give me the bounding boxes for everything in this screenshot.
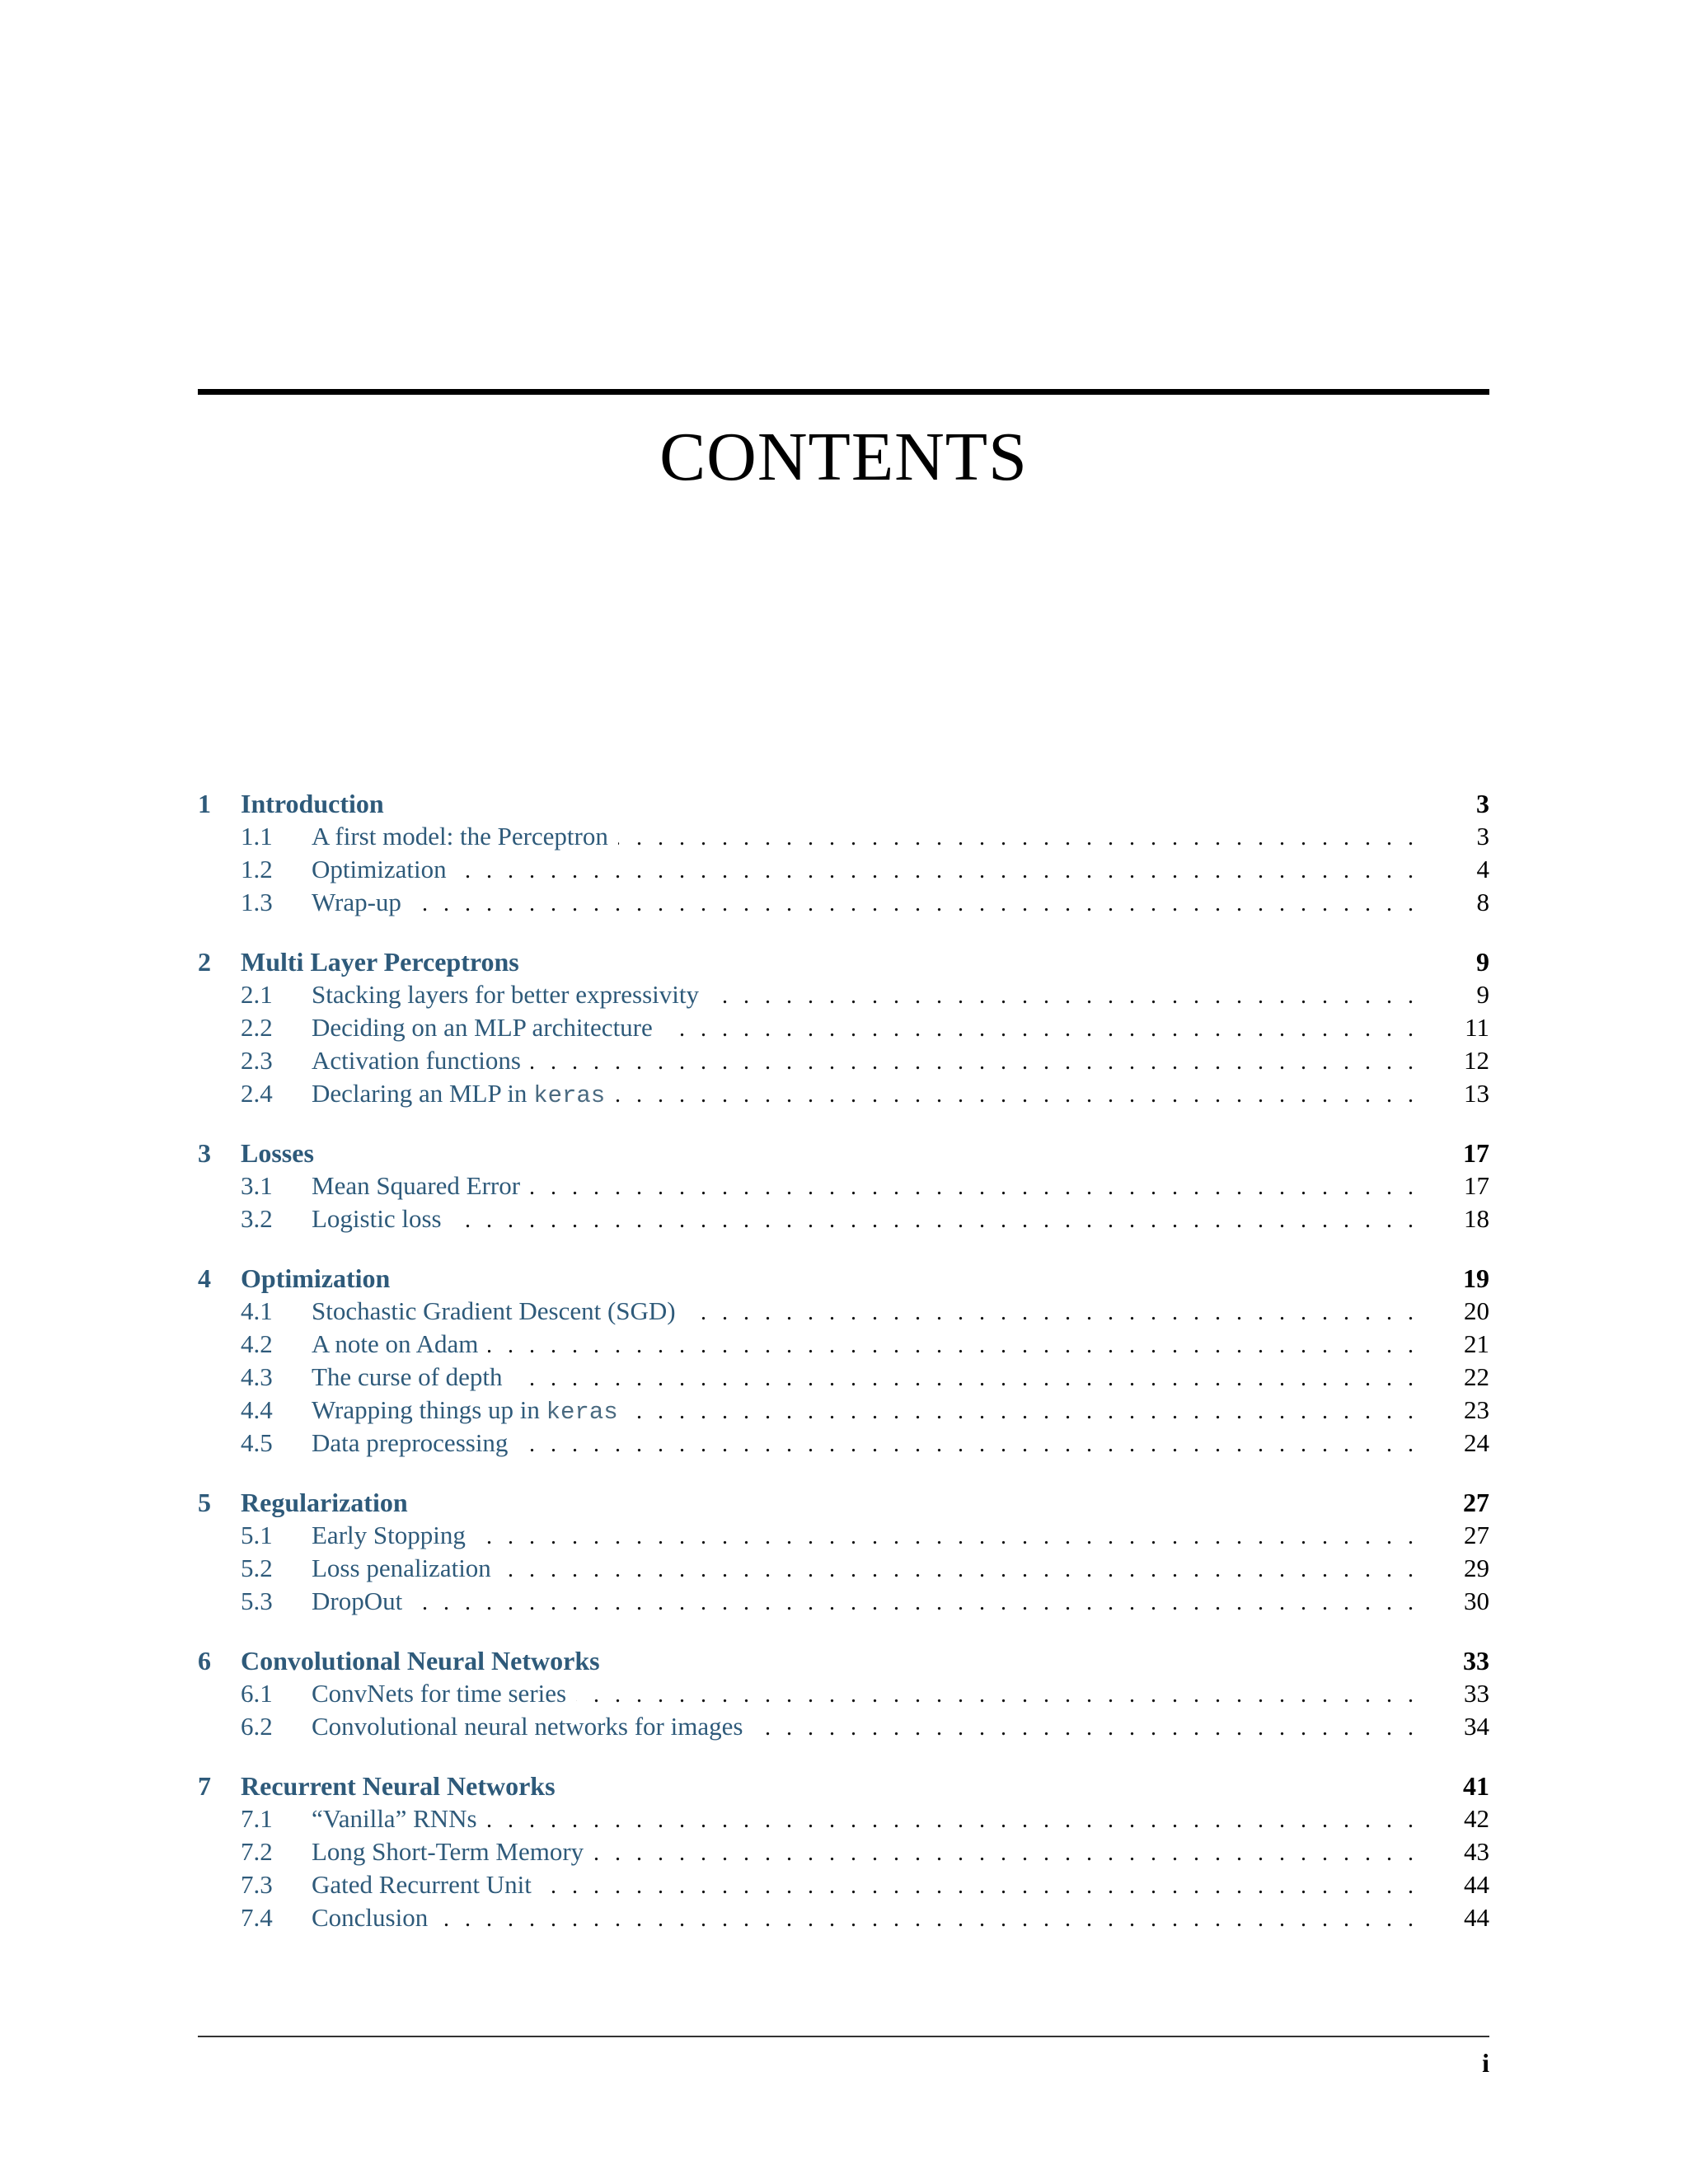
section-page-number: 44 (1464, 1870, 1489, 1899)
section-title-link[interactable] (312, 1044, 531, 1077)
section-number: 3.1 (241, 1171, 273, 1200)
section-number: 7.3 (241, 1870, 273, 1899)
section-number: 6.2 (241, 1712, 273, 1741)
section-title-link[interactable] (312, 1361, 513, 1394)
section-number: 7.2 (241, 1837, 273, 1866)
dot-leader (476, 1521, 1414, 1554)
section-page-number: 13 (1464, 1079, 1489, 1108)
toc-chapter-entry[interactable] (198, 1137, 1489, 1169)
section-title-link[interactable] (312, 1710, 753, 1743)
chapter-page-number: 17 (1463, 1138, 1489, 1168)
dot-leader (686, 1296, 1414, 1329)
section-title-text: ConvNets for time series (312, 1679, 567, 1708)
section-number: 3.2 (241, 1204, 273, 1233)
toc-section-entry[interactable] (198, 1519, 1489, 1552)
section-title-text: A first model: the Perceptron (312, 822, 608, 851)
toc-chapter (198, 1644, 1489, 1743)
toc-section-entry[interactable] (198, 1901, 1489, 1934)
section-page-number: 4 (1476, 855, 1489, 883)
chapter-page-number: 3 (1476, 789, 1489, 818)
section-title-link[interactable] (312, 1328, 488, 1361)
section-number: 4.4 (241, 1395, 273, 1424)
dot-leader (531, 1046, 1414, 1079)
section-title-text: Mean Squared Error (312, 1171, 521, 1200)
chapter-page-number: 19 (1463, 1263, 1489, 1293)
section-title-link[interactable] (312, 1295, 686, 1328)
section-title-text: A note on Adam (312, 1329, 479, 1358)
chapter-page-number: 27 (1463, 1488, 1489, 1517)
dot-leader (488, 1329, 1414, 1362)
section-title-link[interactable] (312, 1169, 530, 1202)
section-title-text: Declaring an MLP in (312, 1079, 534, 1108)
section-title-text: Gated Recurrent Unit (312, 1870, 532, 1899)
dot-leader (530, 1171, 1414, 1204)
bottom-rule (198, 2036, 1489, 2037)
section-page-number: 18 (1464, 1204, 1489, 1233)
section-title-text: Long Short-Term Memory (312, 1837, 584, 1866)
section-title-link[interactable] (312, 1519, 476, 1552)
toc-chapter-entry[interactable] (198, 1486, 1489, 1519)
section-page-number: 27 (1464, 1521, 1489, 1549)
dot-leader (753, 1712, 1414, 1745)
toc-section-entry[interactable] (198, 1295, 1489, 1328)
chapter-number: 5 (198, 1488, 211, 1517)
chapter-number: 2 (198, 947, 211, 977)
section-page-number: 3 (1476, 822, 1489, 851)
section-title-text: Early Stopping (312, 1521, 466, 1549)
section-page-number: 33 (1464, 1679, 1489, 1708)
section-title-link[interactable] (312, 978, 709, 1011)
toc-chapter (198, 1262, 1489, 1460)
section-title-text: Activation functions (312, 1046, 521, 1075)
toc-section-entry[interactable] (198, 1677, 1489, 1710)
chapter-title-link[interactable]: Regularization (241, 1488, 408, 1517)
section-title-text: Convolutional neural networks for images (312, 1712, 743, 1741)
dot-leader (501, 1554, 1414, 1586)
toc-chapter-entry[interactable] (198, 945, 1489, 978)
chapter-title-link[interactable]: Multi Layer Perceptrons (241, 947, 519, 977)
section-number: 2.1 (241, 980, 273, 1009)
section-title-text: Stochastic Gradient Descent (SGD) (312, 1296, 676, 1325)
section-page-number: 44 (1464, 1903, 1489, 1932)
dot-leader (615, 1079, 1414, 1112)
chapter-title-link[interactable]: Recurrent Neural Networks (241, 1771, 556, 1801)
section-page-number: 11 (1465, 1013, 1489, 1042)
section-title-link[interactable] (312, 1901, 438, 1934)
dot-leader (628, 1395, 1414, 1428)
section-page-number: 24 (1464, 1428, 1489, 1457)
dot-leader (663, 1013, 1414, 1046)
toc-chapter (198, 945, 1489, 1110)
section-page-number: 43 (1464, 1837, 1489, 1866)
section-number: 4.3 (241, 1362, 273, 1391)
section-page-number: 9 (1476, 980, 1489, 1009)
section-title-link[interactable] (312, 1552, 501, 1585)
toc-section-entry[interactable] (198, 1394, 1489, 1427)
chapter-title-link[interactable]: Introduction (241, 789, 384, 818)
section-page-number: 8 (1476, 888, 1489, 916)
chapter-title-link[interactable]: Convolutional Neural Networks (241, 1646, 600, 1675)
section-title-text: Deciding on an MLP architecture (312, 1013, 653, 1042)
toc-chapter (198, 787, 1489, 919)
toc-section-entry[interactable] (198, 1427, 1489, 1460)
toc-section-entry[interactable] (198, 1710, 1489, 1743)
chapter-title-link[interactable]: Losses (241, 1138, 314, 1168)
section-number: 2.2 (241, 1013, 273, 1042)
top-rule (198, 389, 1489, 395)
toc-section-entry[interactable] (198, 978, 1489, 1011)
section-title-link[interactable] (312, 853, 457, 886)
toc-chapter (198, 1486, 1489, 1618)
toc-section-entry[interactable] (198, 1169, 1489, 1202)
chapter-page-number: 9 (1476, 947, 1489, 977)
chapter-title-link[interactable]: Optimization (241, 1263, 391, 1293)
dot-leader (709, 980, 1414, 1013)
section-page-number: 23 (1464, 1395, 1489, 1424)
chapter-number: 3 (198, 1138, 211, 1168)
dot-leader (513, 1362, 1414, 1395)
section-number: 1.3 (241, 888, 273, 916)
toc-section-entry[interactable] (198, 1552, 1489, 1585)
chapter-page-number: 33 (1463, 1646, 1489, 1675)
section-title-link[interactable] (312, 1011, 663, 1044)
section-number: 1.2 (241, 855, 273, 883)
section-title-link[interactable] (312, 1394, 628, 1429)
toc-chapter (198, 1137, 1489, 1235)
toc-section-entry[interactable] (198, 886, 1489, 919)
section-number: 5.3 (241, 1586, 273, 1615)
section-number: 4.2 (241, 1329, 273, 1358)
toc-chapter-entry[interactable] (198, 1644, 1489, 1677)
section-number: 6.1 (241, 1679, 273, 1708)
section-page-number: 21 (1464, 1329, 1489, 1358)
section-title-link[interactable] (312, 886, 411, 919)
toc-chapter-entry[interactable] (198, 1769, 1489, 1802)
section-page-number: 12 (1464, 1046, 1489, 1075)
section-page-number: 29 (1464, 1554, 1489, 1582)
section-title-link[interactable] (312, 1077, 615, 1113)
section-title-text: “Vanilla” RNNs (312, 1804, 477, 1833)
toc-section-entry[interactable] (198, 1361, 1489, 1394)
toc-section-entry[interactable] (198, 1044, 1489, 1077)
section-title-link[interactable] (312, 1585, 412, 1618)
dot-leader (618, 822, 1414, 855)
section-number: 5.2 (241, 1554, 273, 1582)
chapter-page-number: 41 (1463, 1771, 1489, 1801)
dot-leader (487, 1804, 1414, 1837)
section-title-link[interactable] (312, 1835, 593, 1868)
dot-leader (518, 1428, 1414, 1461)
dot-leader (542, 1870, 1414, 1903)
section-page-number: 42 (1464, 1804, 1489, 1833)
dot-leader (457, 855, 1414, 888)
toc-section-entry[interactable] (198, 1202, 1489, 1235)
section-title-link[interactable] (312, 1202, 452, 1235)
section-title-text: Optimization (312, 855, 447, 883)
toc-section-entry[interactable] (198, 1011, 1489, 1044)
section-title-text: Stacking layers for better expressivity (312, 980, 700, 1009)
chapter-number: 4 (198, 1263, 211, 1293)
section-page-number: 30 (1464, 1586, 1489, 1615)
section-title-text: DropOut (312, 1586, 403, 1615)
section-title-text: Logistic loss (312, 1204, 442, 1233)
section-title-text: Data preprocessing (312, 1428, 509, 1457)
chapter-number: 1 (198, 789, 211, 818)
toc-section-entry[interactable] (198, 1868, 1489, 1901)
section-title-text: Wrapping things up in (312, 1395, 546, 1424)
section-title-text: The curse of depth (312, 1362, 503, 1391)
dot-leader (576, 1679, 1414, 1712)
toc-section-entry[interactable] (198, 1835, 1489, 1868)
toc-section-entry[interactable] (198, 1585, 1489, 1618)
section-number: 1.1 (241, 822, 273, 851)
section-title-code: keras (546, 1399, 618, 1426)
section-number: 2.4 (241, 1079, 273, 1108)
dot-leader (438, 1903, 1414, 1936)
section-title-link[interactable] (312, 1802, 487, 1835)
section-title-link[interactable] (312, 820, 618, 853)
section-title-link[interactable] (312, 1677, 576, 1710)
section-number: 7.4 (241, 1903, 273, 1932)
section-page-number: 17 (1464, 1171, 1489, 1200)
toc-section-entry[interactable] (198, 820, 1489, 853)
section-number: 5.1 (241, 1521, 273, 1549)
toc-chapter-entry[interactable] (198, 1262, 1489, 1295)
table-of-contents (198, 787, 1489, 1961)
chapter-number: 6 (198, 1646, 211, 1675)
toc-section-entry[interactable] (198, 1802, 1489, 1835)
dot-leader (412, 1586, 1414, 1619)
toc-chapter (198, 1769, 1489, 1934)
page-title: CONTENTS (659, 419, 1028, 495)
page-number: i (1482, 2048, 1489, 2078)
section-number: 4.5 (241, 1428, 273, 1457)
section-title-text: Conclusion (312, 1903, 429, 1932)
dot-leader (452, 1204, 1414, 1237)
section-number: 4.1 (241, 1296, 273, 1325)
chapter-number: 7 (198, 1771, 211, 1801)
section-page-number: 22 (1464, 1362, 1489, 1391)
section-title-text: Wrap-up (312, 888, 401, 916)
section-number: 7.1 (241, 1804, 273, 1833)
section-number: 2.3 (241, 1046, 273, 1075)
section-title-link[interactable] (312, 1427, 518, 1460)
section-title-text: Loss penalization (312, 1554, 491, 1582)
section-page-number: 34 (1464, 1712, 1489, 1741)
dot-leader (411, 888, 1414, 921)
toc-section-entry[interactable] (198, 1328, 1489, 1361)
toc-chapter-entry[interactable] (198, 787, 1489, 820)
section-page-number: 20 (1464, 1296, 1489, 1325)
toc-section-entry[interactable] (198, 853, 1489, 886)
dot-leader (593, 1837, 1414, 1870)
section-title-code: keras (533, 1082, 606, 1109)
toc-section-entry[interactable] (198, 1077, 1489, 1110)
section-title-link[interactable] (312, 1868, 542, 1901)
